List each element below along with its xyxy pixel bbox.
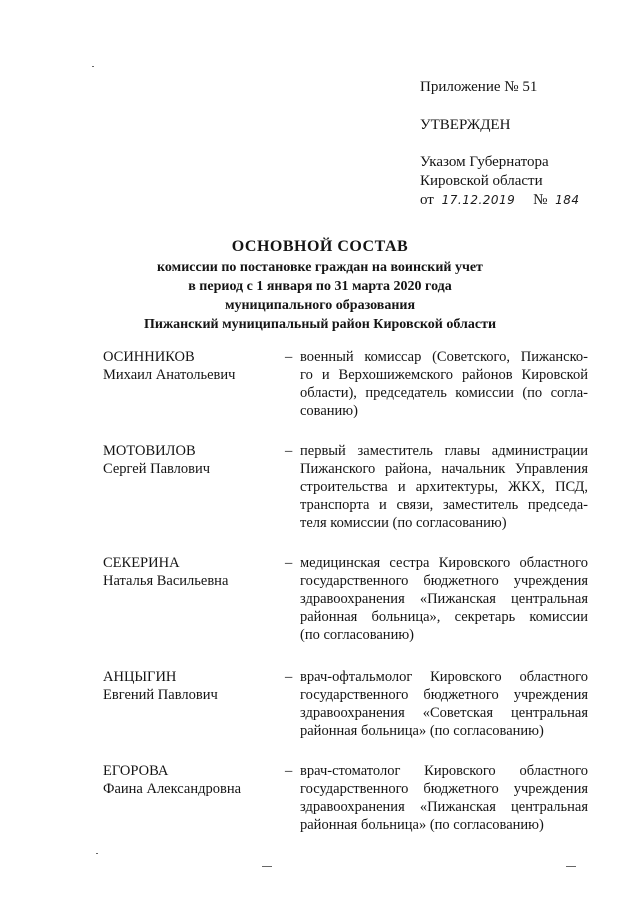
decree-line-1: Указом Губернатора — [420, 154, 549, 170]
role-line: районная больница» (по согласованию) — [300, 817, 544, 833]
role-line: Пижанского района, начальник Управления — [300, 461, 588, 477]
member-role — [300, 442, 588, 532]
member-dash: – — [285, 669, 293, 685]
handwritten-number: 184 — [555, 193, 580, 207]
number-label: № — [533, 192, 548, 208]
from-label: от — [420, 192, 434, 208]
role-line: области), председатель комиссии (по согла- — [300, 385, 588, 401]
member-given-name: Наталья Васильевна — [103, 573, 229, 589]
role-line: го и Верхошижемского районов Кировской — [300, 367, 588, 383]
member-given-name: Сергей Павлович — [103, 461, 211, 477]
member-name — [103, 348, 283, 384]
role-line: врач-стоматолог Кировского областного — [300, 763, 588, 779]
role-line: государственного бюджетного учреждения — [300, 573, 588, 589]
role-line: (по согласованию) — [300, 627, 414, 643]
member-role — [300, 762, 588, 834]
appendix-number: Приложение № 51 — [420, 79, 538, 95]
role-line: сованию) — [300, 403, 358, 419]
scan-mark — [566, 866, 576, 867]
member-given-name: Фаина Александровна — [103, 781, 242, 797]
heading-line-2: в период с 1 января по 31 марта 2020 года — [188, 279, 452, 294]
member-name — [103, 762, 283, 798]
role-line: транспорта и связи, заместитель председа- — [300, 497, 588, 513]
member-given-name: Михаил Анатольевич — [103, 367, 236, 383]
member-name — [103, 442, 283, 478]
member-surname: МОТОВИЛОВ — [103, 443, 196, 459]
member-surname: ЕГОРОВА — [103, 763, 169, 779]
role-line: районная больница», секретарь комиссии — [300, 609, 588, 625]
member-given-name: Евгений Павлович — [103, 687, 218, 703]
role-line: военный комиссар (Советского, Пижанско- — [300, 349, 588, 365]
heading-title: ОСНОВНОЙ СОСТАВ — [231, 238, 409, 255]
role-line: здравоохранения «Пижанская центральная — [300, 591, 588, 607]
role-line: первый заместитель главы администрации — [300, 443, 588, 459]
heading-line-1: комиссии по постановке граждан на воинский учет — [157, 260, 483, 275]
member-dash: – — [285, 763, 293, 779]
role-line: врач-офтальмолог Кировского областного — [300, 669, 588, 685]
member-role — [300, 348, 588, 420]
handwritten-date: 17.12.2019 — [441, 193, 516, 207]
scan-mark — [92, 66, 94, 67]
decree-line-2: Кировской области — [420, 173, 543, 189]
role-line: государственного бюджетного учреждения — [300, 781, 588, 797]
member-dash: – — [285, 555, 293, 571]
scan-mark — [96, 853, 98, 854]
scan-mark — [262, 866, 272, 867]
role-line: медицинская сестра Кировского областного — [300, 555, 588, 571]
role-line: районная больница» (по согласованию) — [300, 723, 544, 739]
role-line: теля комиссии (по согласованию) — [300, 515, 507, 531]
member-role — [300, 554, 588, 644]
role-line: строительства и архитектуры, ЖКХ, ПСД, — [300, 479, 588, 495]
role-line: государственного бюджетного учреждения — [300, 687, 588, 703]
member-dash: – — [285, 443, 293, 459]
member-name — [103, 554, 283, 590]
member-surname: АНЦЫГИН — [103, 669, 177, 685]
approved-label: УТВЕРЖДЕН — [420, 117, 511, 133]
member-surname: СЕКЕРИНА — [103, 555, 180, 571]
member-surname: ОСИННИКОВ — [103, 349, 195, 365]
member-name — [103, 668, 283, 704]
role-line: здравоохранения «Пижанская центральная — [300, 799, 588, 815]
heading-line-3: муниципального образования — [224, 298, 416, 313]
document-heading — [0, 236, 640, 334]
member-dash: – — [285, 349, 293, 365]
role-line: здравоохранения «Советская центральная — [300, 705, 588, 721]
decree-date-row — [420, 191, 620, 210]
appendix-block — [420, 78, 620, 210]
heading-line-4: Пижанский муниципальный район Кировской области — [143, 317, 497, 332]
member-role — [300, 668, 588, 740]
